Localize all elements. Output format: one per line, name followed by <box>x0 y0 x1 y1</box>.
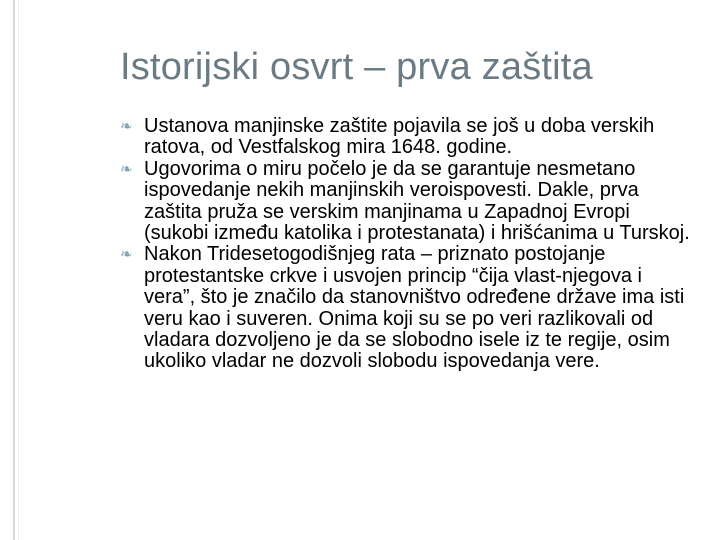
bullet-text-3: Nakon Tridesetogodišnjeg rata – priznato postojanje protestantske crkve i usvojen princip “čija vlast-njegova i vera”, što je značilo da stanovništvo određene države ima isti veru kao i suveren. Onima koji su se po veri razlikovali od vladara dozvoljeno je da se slobodno isele iz te regije, osim ukoliko vladar ne dozvoli slobodu ispovedanja vere. <box>144 243 685 373</box>
slide-title: Istorijski osvrt – prva zaštita <box>120 46 593 88</box>
curl-bullet-icon: ❧ <box>120 245 133 264</box>
bullet-text-1: Ustanova manjinske zaštite pojavila se još u doba verskih ratova, od Vestfalskog mira 1648. godine. <box>144 115 655 159</box>
left-border-rule-inner <box>18 0 19 540</box>
curl-bullet-icon: ❧ <box>120 159 133 178</box>
bullet-item-3 <box>122 244 694 372</box>
bullet-text-2: Ugovorima o miru počelo je da se garantuje nesmetano ispovedanje nekih manjinskih veroispovesti. Dakle, prva zaštita pruža se verskim manjinama u Zapadnoj Evropi (sukobi između katolika i protestanata) i hrišćanima u Turskoj. <box>144 157 690 245</box>
curl-bullet-icon: ❧ <box>120 117 133 135</box>
bullet-item-2 <box>122 159 694 245</box>
bullet-item-1 <box>122 116 694 159</box>
left-border-rule <box>13 0 15 540</box>
bullet-list <box>122 116 694 373</box>
